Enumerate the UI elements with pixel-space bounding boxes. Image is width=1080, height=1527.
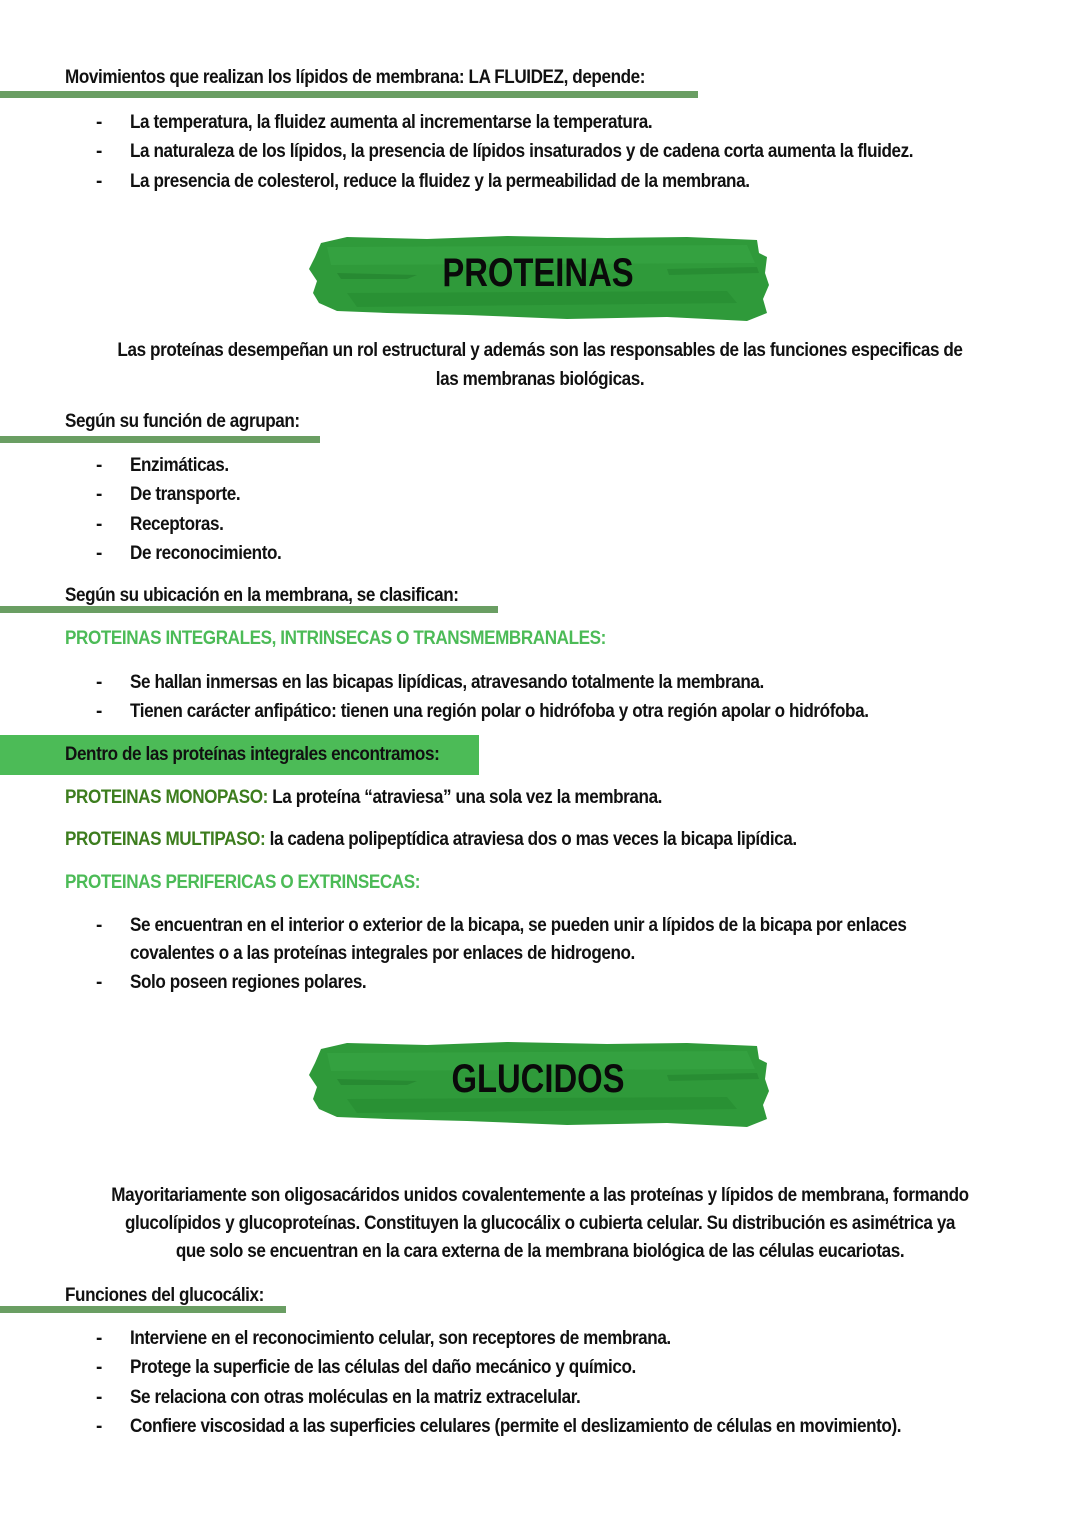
proteins-intro-line-2: las membranas biológicas. xyxy=(435,369,645,390)
multipaso-text: la cadena polipeptídica atraviesa dos o mas veces la bicapa lipídica. xyxy=(265,829,797,850)
dash-bullet-icon: - xyxy=(96,170,102,192)
list-item: - De reconocimiento. xyxy=(96,539,298,568)
list-item: - Se relaciona con otras moléculas en la matriz extracelular. xyxy=(96,1383,987,1412)
list-item: - Receptoras. xyxy=(96,510,298,539)
location-heading: Según su ubicación en la membrana, se clasifican: xyxy=(65,585,459,606)
multipaso-label: PROTEINAS MULTIPASO: xyxy=(65,829,266,850)
monopaso-text: La proteína “atraviesa” una sola vez la membrana. xyxy=(267,787,663,808)
list-item: - La temperatura, la fluidez aumenta al incrementarse la temperatura. xyxy=(96,108,1000,137)
carbs-intro-line-3: que solo se encuentran en la cara externa de la membrana biológica de las células eucariotas. xyxy=(175,1241,905,1262)
section-title-glucidos: GLUCIDOS xyxy=(451,1057,625,1101)
list-item: - Se encuentran en el interior o exterior de la bicapa, se pueden unir a lípidos de la bicapa por enlaces covalentes o a las proteínas integrales por enlaces de hidrogeno. xyxy=(96,912,993,968)
carbs-intro-line-2: glucolípidos y glucoproteínas. Constituyen la glucocálix o cubierta celular. Su distribución es asimétrica ya xyxy=(124,1213,956,1234)
multipaso-definition xyxy=(65,825,797,854)
dash-bullet-icon: - xyxy=(96,672,102,693)
list-item: - Confiere viscosidad a las superficies celulares (permite el deslizamiento de células en movimiento). xyxy=(96,1412,987,1441)
monopaso-label: PROTEINAS MONOPASO: xyxy=(65,787,268,808)
glycocalyx-bullet-list xyxy=(96,1324,987,1441)
list-item: - Enzimáticas. xyxy=(96,451,298,480)
dash-bullet-icon: - xyxy=(96,972,102,993)
list-item: - Interviene en el reconocimiento celular, son receptores de membrana. xyxy=(96,1324,987,1353)
dash-bullet-icon: - xyxy=(96,455,102,476)
integral-proteins-heading: PROTEINAS INTEGRALES, INTRINSECAS O TRANSMEMBRANALES: xyxy=(65,628,606,649)
fluidity-bullet-list xyxy=(96,108,1000,196)
list-item: - La presencia de colesterol, reduce la fluidez y la permeabilidad de la membrana. xyxy=(96,167,1000,196)
proteins-banner xyxy=(307,233,769,325)
dash-bullet-icon: - xyxy=(96,1386,102,1408)
dash-bullet-icon: - xyxy=(96,1415,102,1437)
heading-underline xyxy=(0,436,320,443)
dash-bullet-icon: - xyxy=(96,513,102,535)
peripheral-bullet-list xyxy=(96,912,993,997)
dash-bullet-icon: - xyxy=(96,915,102,936)
list-item: - Protege la superficie de las células del daño mecánico y químico. xyxy=(96,1353,987,1382)
list-item: - Solo poseen regiones polares. xyxy=(96,968,993,997)
integral-within-heading: Dentro de las proteínas integrales encontramos: xyxy=(65,744,440,765)
dash-bullet-icon: - xyxy=(96,542,102,564)
section-title-proteinas: PROTEINAS xyxy=(442,251,634,295)
function-bullet-list xyxy=(96,451,298,568)
carbs-intro-line-1: Mayoritariamente son oligosacáridos unidos covalentemente a las proteínas y lípidos de membrana, formando xyxy=(111,1185,969,1206)
dash-bullet-icon: - xyxy=(96,112,102,133)
list-item: - De transporte. xyxy=(96,480,298,509)
peripheral-proteins-heading: PROTEINAS PERIFERICAS O EXTRINSECAS: xyxy=(65,872,421,893)
dash-bullet-icon: - xyxy=(96,484,102,506)
dash-bullet-icon: - xyxy=(96,141,102,163)
list-item: - Se hallan inmersas en las bicapas lipídicas, atravesando totalmente la membrana. xyxy=(96,668,951,697)
fluidity-heading: Movimientos que realizan los lípidos de membrana: LA FLUIDEZ, depende: xyxy=(65,67,646,88)
function-heading: Según su función de agrupan: xyxy=(65,411,300,432)
glycocalyx-functions-heading: Funciones del glucocálix: xyxy=(65,1285,264,1306)
list-item: - La naturaleza de los lípidos, la presencia de lípidos insaturados y de cadena corta aumenta la fluidez. xyxy=(96,137,1000,166)
integral-bullet-list xyxy=(96,668,951,727)
proteins-intro-line-1: Las proteínas desempeñan un rol estructural y además son las responsables de las funciones especificas de xyxy=(117,340,963,361)
monopaso-definition xyxy=(65,783,662,812)
carbs-banner xyxy=(307,1039,769,1131)
dash-bullet-icon: - xyxy=(96,1328,102,1349)
list-item: - Tienen carácter anfipático: tienen una región polar o hidrófoba y otra región apolar o hidrófoba. xyxy=(96,697,951,726)
heading-underline xyxy=(0,606,498,613)
dash-bullet-icon: - xyxy=(96,701,102,723)
heading-underline xyxy=(0,91,698,98)
dash-bullet-icon: - xyxy=(96,1357,102,1379)
heading-underline xyxy=(0,1306,286,1313)
